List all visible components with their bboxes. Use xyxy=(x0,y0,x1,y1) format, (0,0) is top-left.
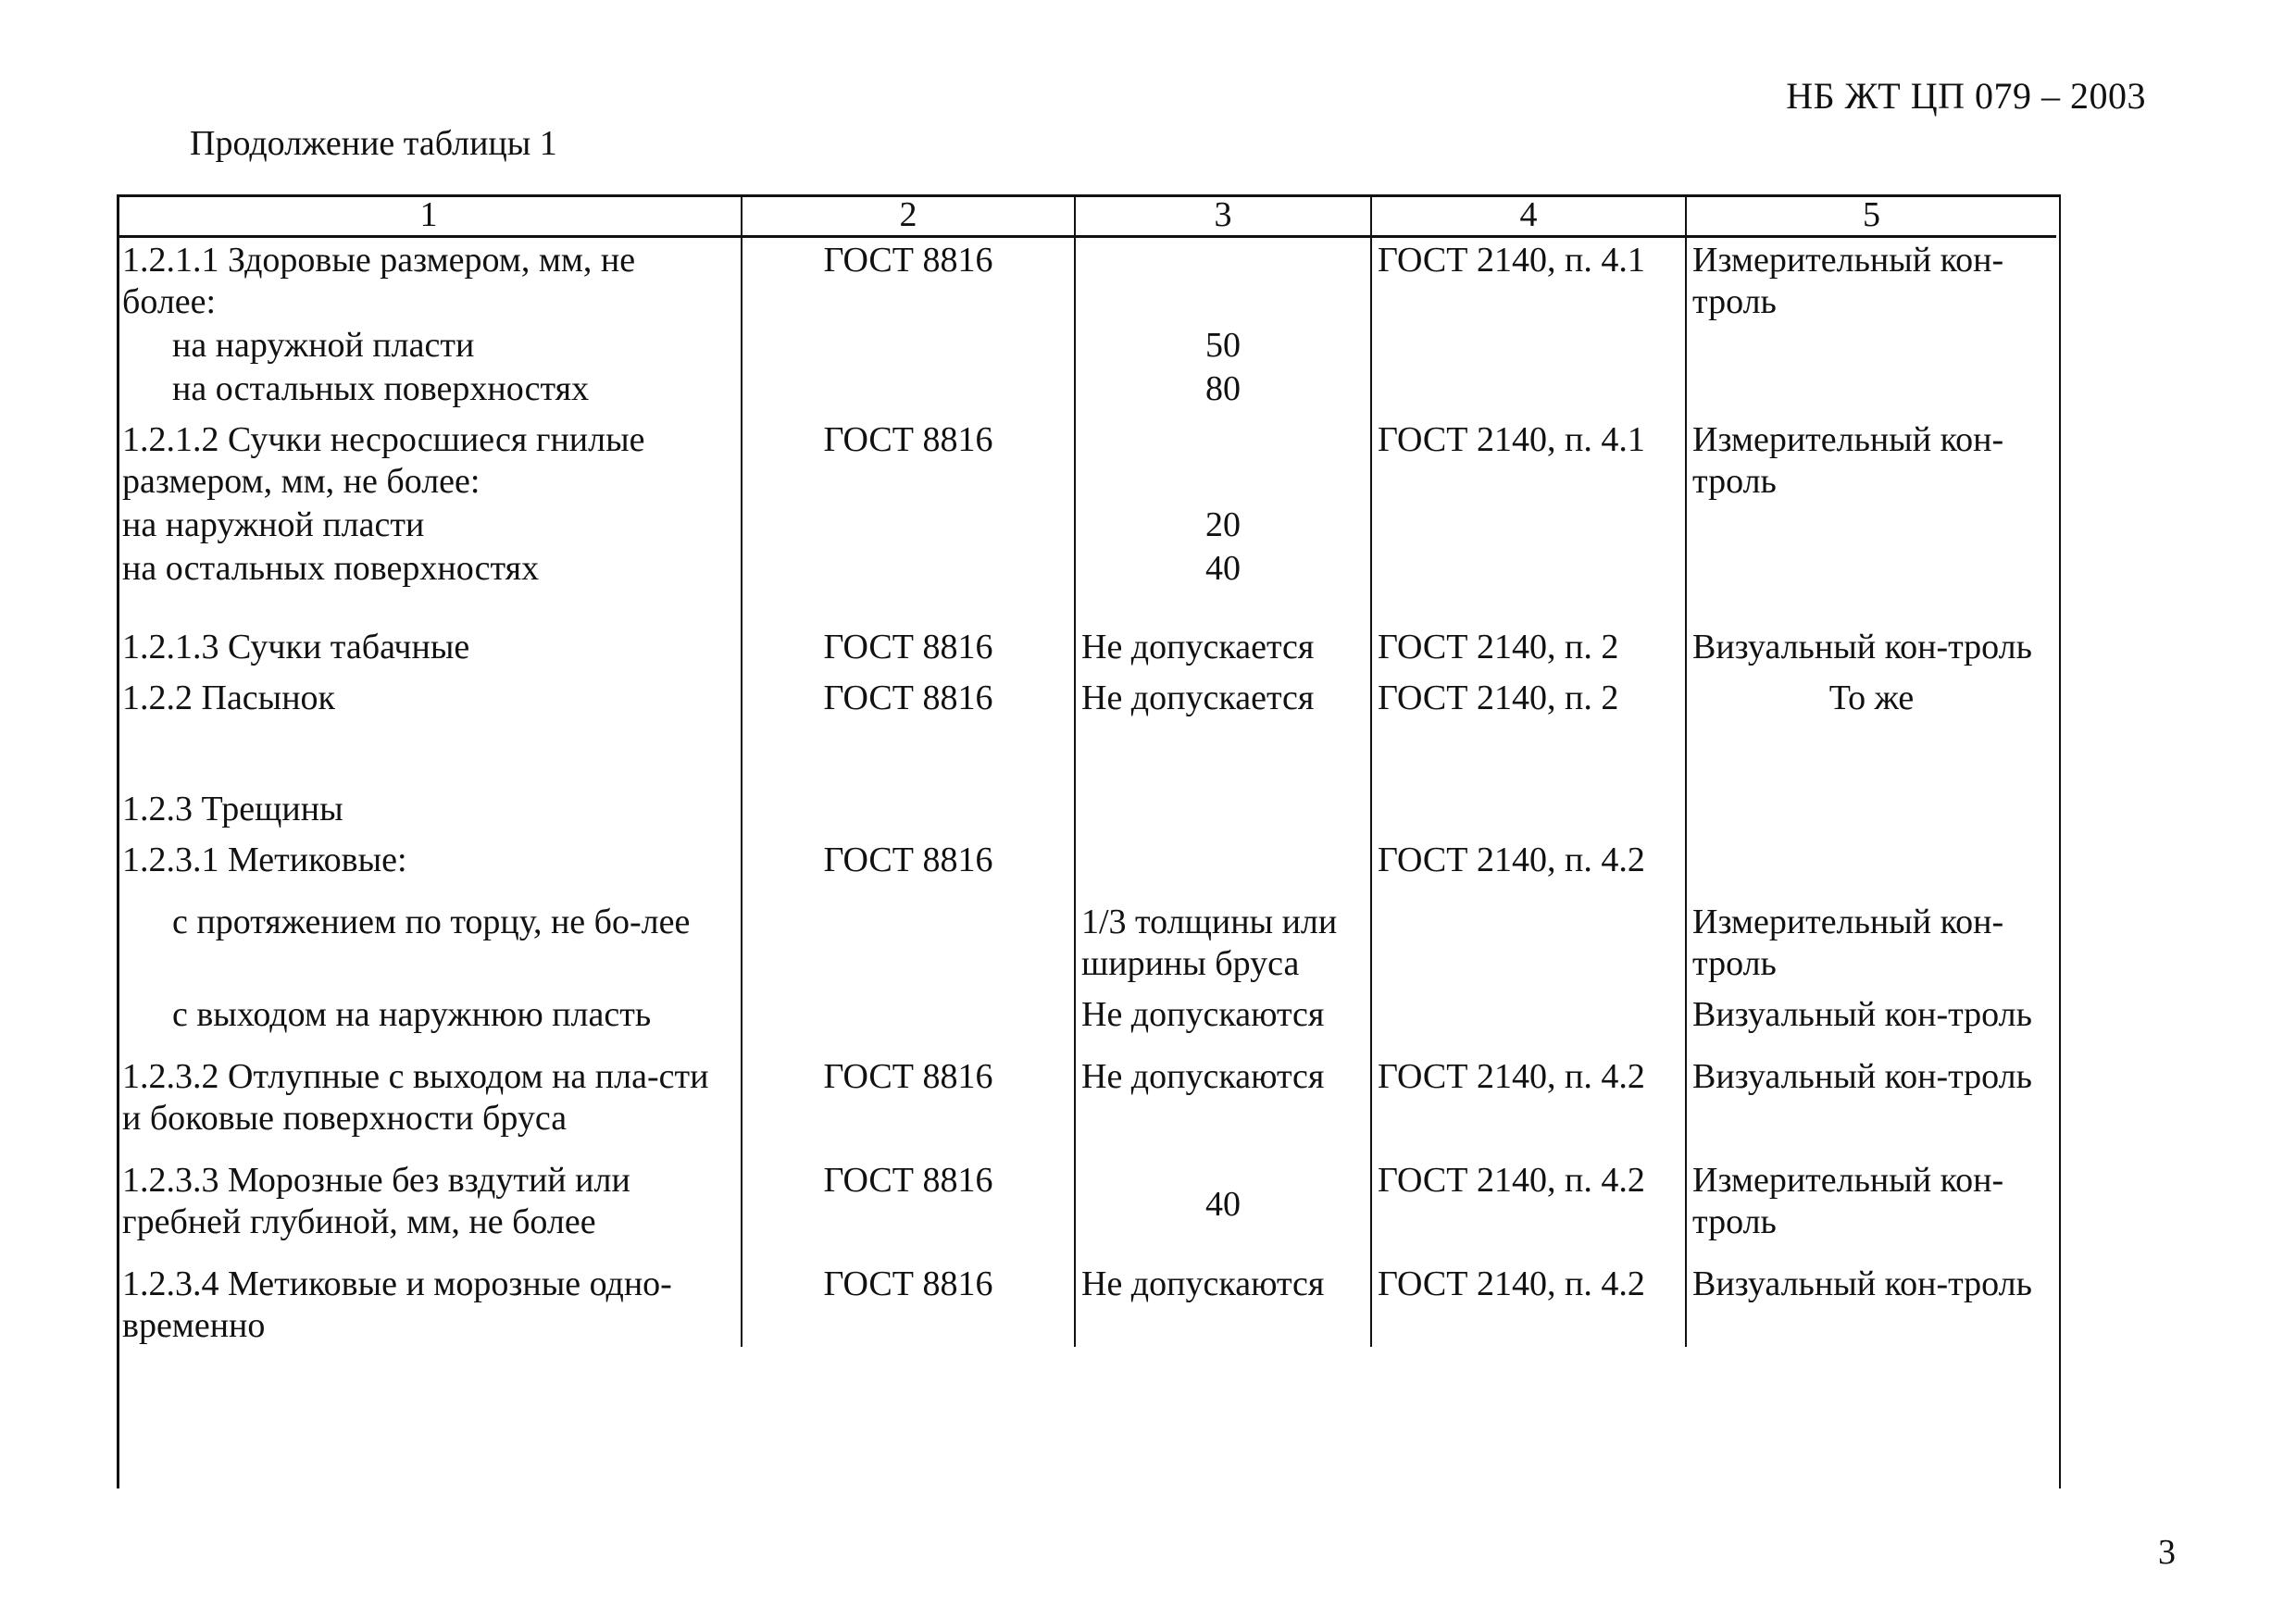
requirement-cell: на остальных поверхностях xyxy=(117,367,742,410)
method-reference-cell: ГОСТ 2140, п. 4.2 xyxy=(1371,1036,1686,1140)
requirement-cell: 1.2.1.3 Сучки табачные xyxy=(117,590,742,668)
value-cell: Не допускается xyxy=(1075,668,1371,719)
control-type-cell: Измерительный кон-троль xyxy=(1692,241,2004,321)
requirement-cell: 1.2.1.2 Сучки несросшиеся гнилые размером, мм, не более: xyxy=(117,410,742,503)
value-cell: 80 xyxy=(1075,367,1371,410)
value-cell: 40 xyxy=(1075,1140,1371,1243)
column-header: 2 xyxy=(742,194,1075,237)
value-cell: 20 xyxy=(1075,503,1371,546)
control-type-cell: Визуальный кон-троль xyxy=(1692,1264,2032,1303)
table-continuation-caption: Продолжение таблицы 1 xyxy=(190,124,557,163)
column-header: 5 xyxy=(1686,194,2056,237)
requirement-cell: 1.2.3 Трещины xyxy=(117,719,742,830)
requirement-cell: 1.2.3.1 Метиковые: xyxy=(117,830,742,881)
column-header: 3 xyxy=(1075,194,1371,237)
control-type-cell: Визуальный кон-троль xyxy=(1692,995,2032,1034)
standard-cell: ГОСТ 8816 xyxy=(742,1036,1075,1140)
requirement-cell: на остальных поверхностях xyxy=(117,546,742,590)
standard-cell: ГОСТ 8816 xyxy=(742,410,1075,503)
requirement-cell: на наружной пласти xyxy=(117,323,742,367)
requirement-cell: 1.2.3.4 Метиковые и морозные одно-временно xyxy=(117,1243,742,1347)
method-reference-cell: ГОСТ 2140, п. 2 xyxy=(1371,590,1686,668)
standard-cell: ГОСТ 8816 xyxy=(742,668,1075,719)
method-reference-cell: ГОСТ 2140, п. 4.1 xyxy=(1371,410,1686,503)
standard-cell: ГОСТ 8816 xyxy=(742,1243,1075,1347)
table-frame xyxy=(117,194,2061,1488)
control-type-cell: Измерительный кон-троль xyxy=(1692,903,2004,983)
method-reference-cell: ГОСТ 2140, п. 2 xyxy=(1371,668,1686,719)
control-type-cell: Визуальный кон-троль xyxy=(1692,628,2032,666)
method-reference-cell: ГОСТ 2140, п. 4.2 xyxy=(1371,1140,1686,1243)
requirement-cell: с выходом на наружнюю пласть xyxy=(117,985,742,1036)
value-cell: Не допускаются xyxy=(1075,1036,1371,1140)
value-cell: 40 xyxy=(1075,546,1371,590)
control-type-cell: Визуальный кон-троль xyxy=(1692,1057,2032,1096)
value-cell: Не допускается xyxy=(1075,590,1371,668)
requirement-cell: 1.2.3.2 Отлупные с выходом на пла-сти и боковые поверхности бруса xyxy=(117,1036,742,1140)
value-cell: Не допускаются xyxy=(1075,1243,1371,1347)
requirement-cell: 1.2.2 Пасынок xyxy=(117,668,742,719)
value-cell: 50 xyxy=(1075,323,1371,367)
method-reference-cell: ГОСТ 2140, п. 4.2 xyxy=(1371,830,1686,881)
column-header: 4 xyxy=(1371,194,1686,237)
method-reference-cell: ГОСТ 2140, п. 4.1 xyxy=(1371,237,1686,324)
control-type-cell: Измерительный кон-троль xyxy=(1692,420,2004,501)
value-cell: Не допускаются xyxy=(1075,985,1371,1036)
control-type-cell: Измерительный кон-троль xyxy=(1692,1161,2004,1241)
standard-cell: ГОСТ 8816 xyxy=(742,1140,1075,1243)
requirement-cell: на наружной пласти xyxy=(117,503,742,546)
requirement-cell: 1.2.1.1 Здоровые размером, мм, не более: xyxy=(117,237,742,324)
standard-cell: ГОСТ 8816 xyxy=(742,590,1075,668)
requirement-cell: 1.2.3.3 Морозные без вздутий или гребней глубиной, мм, не более xyxy=(117,1140,742,1243)
value-cell: 1/3 толщины или ширины бруса xyxy=(1075,881,1371,985)
standard-cell: ГОСТ 8816 xyxy=(742,830,1075,881)
document-code: НБ ЖТ ЦП 079 – 2003 xyxy=(1786,75,2146,117)
column-header: 1 xyxy=(117,194,742,237)
method-reference-cell: ГОСТ 2140, п. 4.2 xyxy=(1371,1243,1686,1347)
norms-table-container xyxy=(117,194,2061,1490)
standard-cell: ГОСТ 8816 xyxy=(742,237,1075,324)
page-number: 3 xyxy=(2158,1533,2176,1572)
control-type-cell: То же xyxy=(1828,679,1915,717)
requirement-cell: с протяжением по торцу, не бо-лее xyxy=(117,881,742,985)
